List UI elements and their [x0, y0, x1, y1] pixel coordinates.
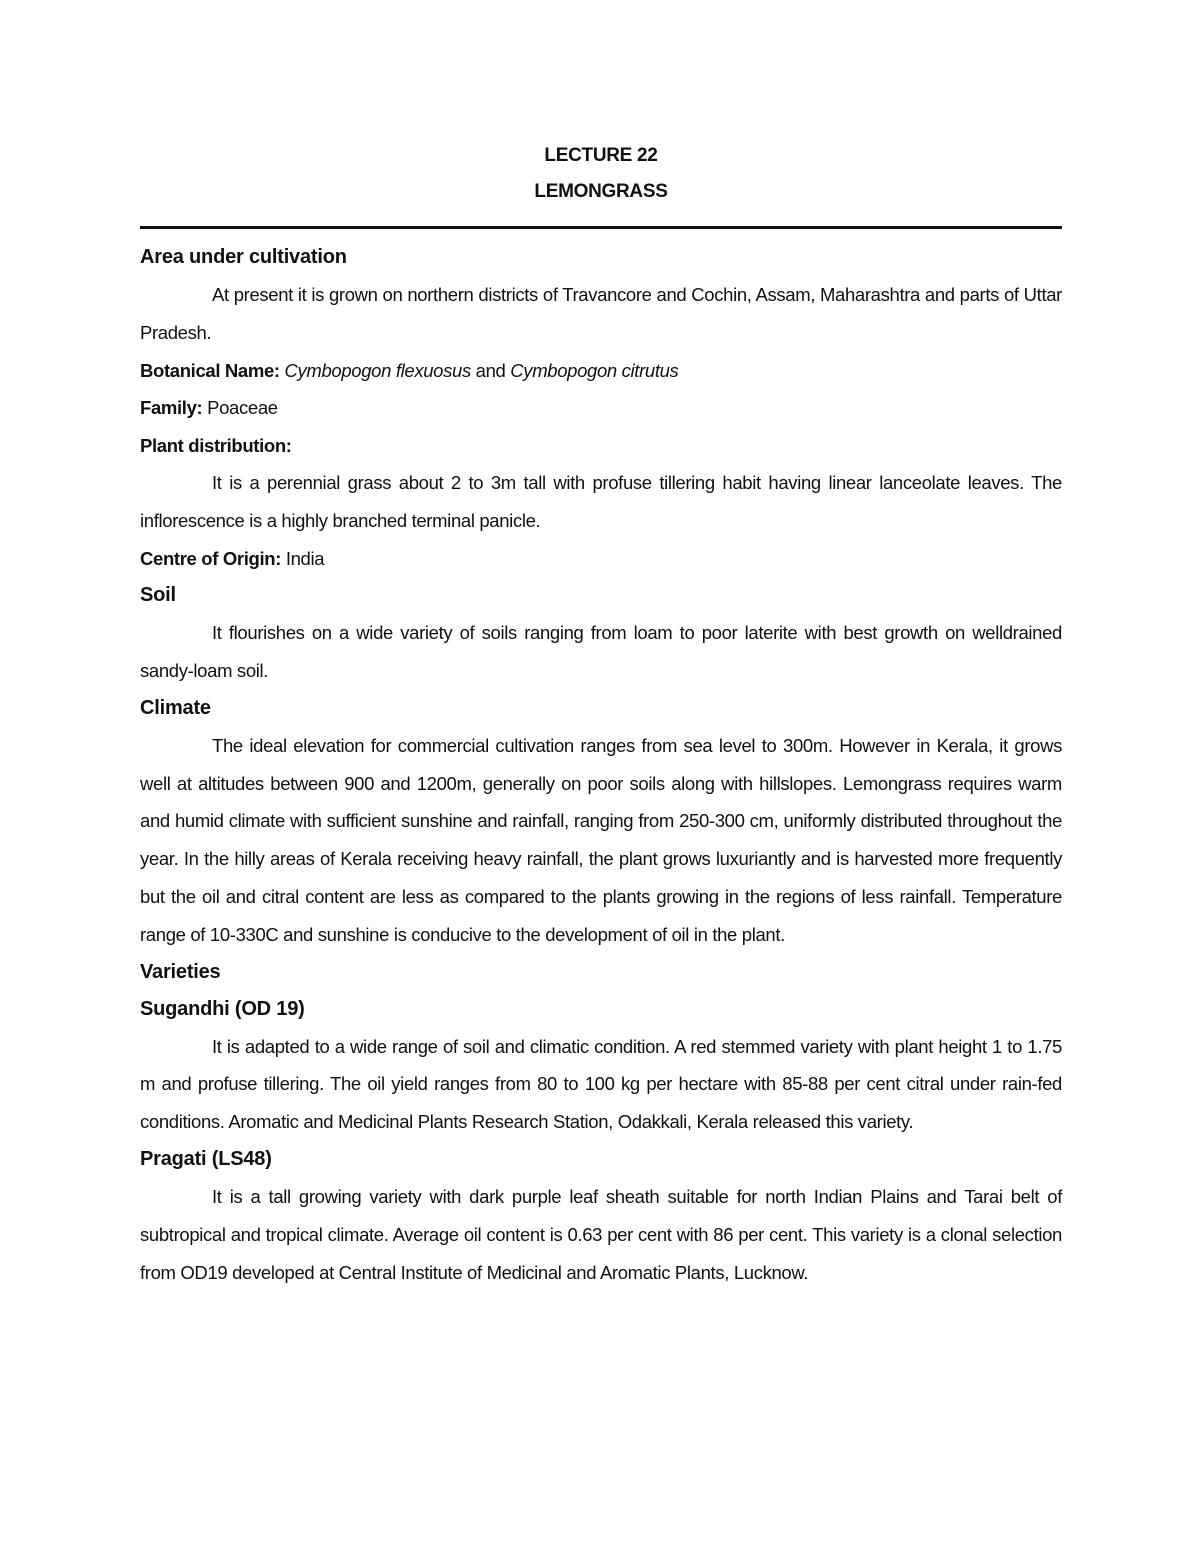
- origin-value: India: [285, 547, 325, 569]
- variety-1-heading: Sugandhi (OD 19): [140, 997, 305, 1020]
- variety-2-paragraph: It is a tall growing variety with dark purple leaf sheath suitable for north Indian Plains and Tarai belt of subtropical and tropical climate. Average oil content is 0.63 per cent with 86 per cent. This variety is a clonal selection from OD19 developed at Central Institute of Medicinal and Aromatic Plants, Lucknow.: [140, 1185, 1062, 1283]
- family-value: Poaceae: [207, 397, 278, 419]
- botanical-name-line: [140, 352, 1062, 390]
- variety-2-heading: Pragati (LS48): [140, 1147, 272, 1170]
- document-page: [140, 138, 1062, 1291]
- variety-1-paragraph: It is adapted to a wide range of soil and climatic condition. A red stemmed variety with plant height 1 to 1.75 m and profuse tillering. The oil yield ranges from 80 to 100 kg per hectare with 85-88 per cent citral under rain-fed conditions. Aromatic and Medicinal Plants Research Station, Odakkali, Kerala released this variety.: [140, 1035, 1062, 1133]
- climate-heading: Climate: [140, 696, 211, 719]
- botanical-name-2: Cymbopogon citrutus: [510, 359, 679, 381]
- title-block: [140, 138, 1062, 210]
- climate-paragraph: The ideal elevation for commercial cultivation ranges from sea level to 300m. However in Kerala, it grows well at altitudes between 900 and 1200m, generally on poor soils along with hillslopes. Lemongrass requires warm and humid climate with sufficient sunshine and rainfall, ranging from 250-300 cm, uniformly distributed throughout the year. In the hilly areas of Kerala receiving heavy rainfall, the plant grows luxuriantly and is harvested more frequently but the oil and citral content are less as compared to the plants growing in the regions of less rainfall. Temperature range of 10-330C and sunshine is conducive to the development of oil in the plant.: [140, 734, 1062, 945]
- botanical-name-label: Botanical Name:: [140, 359, 280, 381]
- area-heading: Area under cultivation: [140, 246, 347, 268]
- lecture-title: LEMONGRASS: [534, 181, 668, 202]
- distribution-heading: Plant distribution:: [140, 434, 292, 456]
- area-paragraph: At present it is grown on northern districts of Travancore and Cochin, Assam, Maharashtra and parts of Uttar Pradesh.: [140, 284, 1062, 343]
- family-label: Family:: [140, 397, 203, 419]
- family-line: [140, 389, 1062, 427]
- origin-line: [140, 540, 1062, 578]
- varieties-heading: Varieties: [140, 960, 221, 983]
- botanical-name-1: Cymbopogon flexuosus: [284, 359, 471, 381]
- title-divider: [140, 226, 1062, 229]
- lecture-number: LECTURE 22: [544, 145, 658, 166]
- distribution-paragraph: It is a perennial grass about 2 to 3m tall with profuse tillering habit having linear lanceolate leaves. The inflorescence is a highly branched terminal panicle.: [140, 472, 1062, 531]
- origin-label: Centre of Origin:: [140, 547, 282, 569]
- soil-paragraph: It flourishes on a wide variety of soils ranging from loam to poor laterite with best growth on welldrained sandy-loam soil.: [140, 622, 1062, 681]
- soil-heading: Soil: [140, 584, 176, 607]
- botanical-name-and: and: [475, 359, 506, 381]
